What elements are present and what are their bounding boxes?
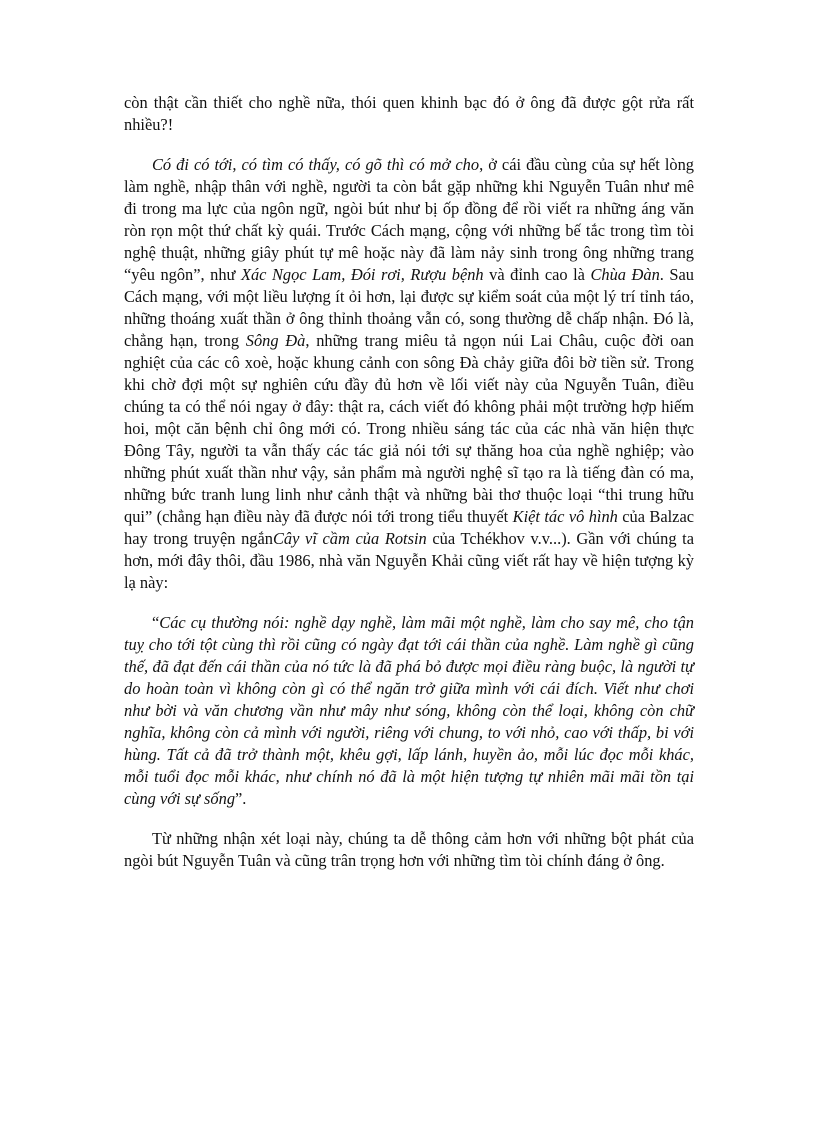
quote-open-mark: “	[152, 613, 160, 632]
paragraph-2-text-6: của Tchékhov v.v...). Gần với chúng ta hơn, mới đây thôi, đầu 1986, nhà văn Nguyễn Khải cũng viết rất hay về hiện tượng kỳ lạ này:	[124, 529, 694, 592]
work-title-cay-vi-cam: Cây vĩ cầm của Rotsin	[272, 529, 427, 548]
paragraph-2-text-2: và đỉnh cao là	[483, 265, 591, 284]
paragraph-3: Từ những nhận xét loại này, chúng ta dễ thông cảm hơn với những bột phát của ngòi bút Nguyễn Tuân và cũng trân trọng hơn với những tìm tòi chính đáng ở ông.	[124, 829, 694, 870]
document-page	[124, 92, 694, 872]
paragraph-2-text-1: , ở cái đầu cùng của sự hết lòng làm nghề, nhập thân với nghề, người ta còn bắt gặp những khi Nguyễn Tuân như mê đi trong ma lực của ngôn ngữ, ngòi bút như bị ốp đồng để rồi viết ra những áng văn ròn rọn một thứ chất kỳ quái. Trước Cách mạng, cộng với những bế tắc trong tìm tòi nghệ thuật, những giây phút tự mê hoặc này đã làm nảy sinh trong ông những trang “yêu ngôn”, như	[124, 155, 694, 284]
work-title-song-da: Sông Đà	[245, 331, 306, 350]
paragraph-2-text-4: , những trang miêu tả ngọn núi Lai Châu, cuộc đời oan nghiệt của các cô xoè, hoặc khung cảnh con sông Đà chảy giữa đôi bờ tiền sử. Trong khi chờ đợi một sự nghiên cứu đầy đủ hơn về lối viết này của Nguyễn Tuân, điều chúng ta có thể nói ngay ở đây: thật ra, cách viết đó không phải một trường hợp hiếm hoi, một căn bệnh chỉ ông mới có. Trong nhiều sáng tác của các nhà văn hiện thực Đông Tây, người ta vẫn thấy các tác giả nói tới sự thăng hoa của nghề nghiệp; vào những phút xuất thần như vậy, sản phẩm mà người nghệ sĩ tạo ra là tiếng đàn có ma, những bức tranh lung linh như cảnh thật và những bài thơ thuộc loại “thi trung hữu qui” (chẳng hạn điều này đã được nói tới trong tiểu thuyết	[124, 331, 694, 526]
paragraph-1: còn thật cần thiết cho nghề nữa, thói quen khinh bạc đó ở ông đã được gột rửa rất nhiều?!	[124, 93, 694, 134]
quote-close-mark: ”.	[235, 789, 247, 808]
paragraph-2-lead-italic: Có đi có tới, có tìm có thấy, có gõ thì có mở cho	[152, 155, 480, 174]
paragraph-2	[124, 154, 694, 594]
paragraph-2-text-3: . Sau Cách mạng, với một liều lượng ít ỏi hơn, lại được sự kiểm soát của một lý trí tỉnh táo, những thoáng xuất thần ở ông thỉnh thoảng vẫn có, song thường dễ chấp nhận. Đó là, chẳng hạn, trong	[124, 265, 694, 350]
paragraph-2-text-5: của Balzac hay trong truyện ngắn	[124, 507, 694, 548]
work-title-chua-dan: Chùa Đàn	[590, 265, 660, 284]
quote-text: Các cụ thường nói: nghề dạy nghề, làm mãi một nghề, làm cho say mê, cho tận tuỵ cho tới tột cùng thì rồi cũng có ngày đạt tới cái thần của nghề. Làm nghề gì cũng thế, đã đạt đến cái thần của nó tức là đã phá bỏ được mọi điều ràng buộc, là người tự do hoàn toàn vì không còn gì có thể ngăn trở giữa mình với cái đích. Viết như chơi như bời và văn chương vần như mây như sóng, không còn thể loại, không còn chữ nghĩa, không còn cả mình với người, riêng với chung, to với nhỏ, cao với thấp, bi với hùng. Tất cả đã trở thành một, khêu gợi, lấp lánh, huyền ảo, mỗi lúc đọc mỗi khác, mỗi tuổi đọc mỗi khác, như chính nó đã là một hiện tượng tự nhiên mãi mãi tồn tại cùng với sự sống	[124, 613, 694, 808]
quotation-paragraph	[124, 612, 694, 810]
work-title-xac-ngoc-lam: Xác Ngọc Lam, Đói rơi, Rượu bệnh	[240, 265, 484, 284]
work-title-kiet-tac-vo-hinh: Kiệt tác vô hình	[512, 507, 618, 526]
